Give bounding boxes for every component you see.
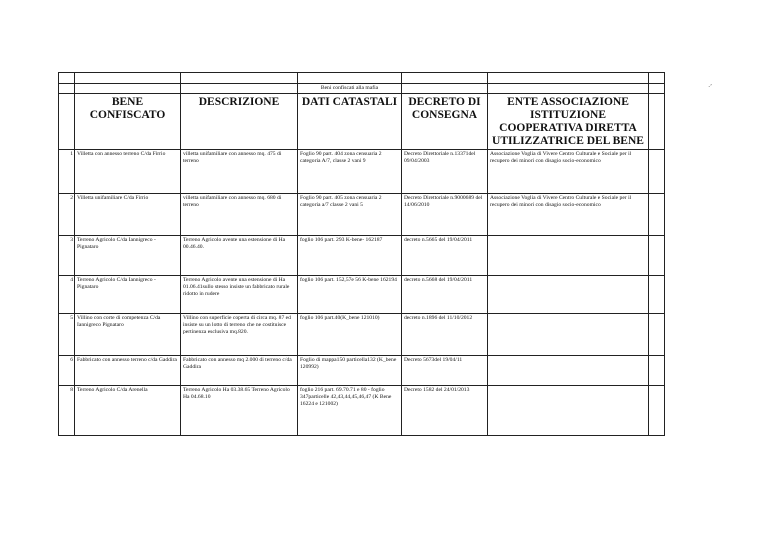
header-dati-catastali: DATI CATASTALI: [298, 94, 402, 150]
cell-decreto: Decreto 1582 del 24/01/2013: [402, 386, 488, 436]
cell-dati-catastali: Foglio 90 part. 405 zona censuaria 2 categoria a/7 classe 2 vani 5: [298, 194, 402, 236]
header-row: [59, 94, 665, 150]
cell-descrizione: Fabbricato con annesso mq 2.000 di terreno c/da Gaddira: [181, 356, 298, 386]
table-row: [59, 356, 665, 386]
cell-decreto: decreto n.5665 del 19/04/2011: [402, 236, 488, 276]
row-number: 4: [59, 276, 75, 314]
cell-ente: [488, 356, 649, 386]
stray-mark: ·′: [708, 83, 712, 91]
cell-descrizione: villetta unifamiliare con annesso mq. 680 di terreno: [181, 194, 298, 236]
caption-row: [59, 84, 665, 94]
cell-dati-catastali: foglio 106 part. 293 K-bene- 162187: [298, 236, 402, 276]
confiscated-goods-table: [58, 72, 665, 436]
cell-descrizione: villetta unifamiliare con annesso mq. 475 di terreno: [181, 150, 298, 194]
header-decreto-di-consegna: DECRETO DI CONSEGNA: [402, 94, 488, 150]
cell-dati-catastali: foglio 106 part. 152,57e 56 K-bene 162194: [298, 276, 402, 314]
cell-ente: [488, 386, 649, 436]
cell-decreto: Decreto Direttoriale n.9000689 del 14/06/2010: [402, 194, 488, 236]
cell-bene: Terreno Agricolo C/da Iannigreco - Pignataro: [75, 236, 181, 276]
cell-dati-catastali: Foglio di mappa150 particella132 (K_bene 120992): [298, 356, 402, 386]
cell-dati-catastali: foglio 216 part. 69.70.71 e 80 - foglio 347particelle 42,43,44,45,46,47 (K Bene 16224 e 121002): [298, 386, 402, 436]
header-descrizione: DESCRIZIONE: [181, 94, 298, 150]
cell-dati-catastali: foglio 106 part.40(K_bene 121010): [298, 314, 402, 356]
cell-bene: Terreno Agricolo C/da Arenella: [75, 386, 181, 436]
cell-descrizione: Terreno Agricolo avente una estensione di Ha 00.46.40.: [181, 236, 298, 276]
cell-decreto: decreto n.1896 del 11/10/2012: [402, 314, 488, 356]
table-row: [59, 386, 665, 436]
cell-ente: [488, 236, 649, 276]
cell-bene: Fabbricato con annesso terreno c/da Gaddira: [75, 356, 181, 386]
cell-descrizione: Villino con superficie coperta di circa mq. 87 ed insiste su un lotto di terreno che ne costituisce pertinenza esclusiva mq.820.: [181, 314, 298, 356]
cell-descrizione: Terreno Agricolo avente una estensione di Ha 01.06.41sullo stesso insiste un fabbricato rurale ridotto in rudere: [181, 276, 298, 314]
row-number: 8: [59, 386, 75, 436]
header-ente-associazione: ENTE ASSOCIAZIONE ISTITUZIONE COOPERATIVA DIRETTA UTILIZZATRICE DEL BENE: [488, 94, 649, 150]
cell-decreto: Decreto Direttoriale n.13371del 09/04/2003: [402, 150, 488, 194]
table-row: [59, 150, 665, 194]
row-number: 1: [59, 150, 75, 194]
cell-bene: Villetta con annesso terreno C/da Firrio: [75, 150, 181, 194]
row-number: 5: [59, 314, 75, 356]
blank-row-top: [59, 73, 665, 84]
cell-bene: Villetta unifamiliare C/da Firrio: [75, 194, 181, 236]
cell-ente: [488, 314, 649, 356]
row-number: 2: [59, 194, 75, 236]
header-bene-confiscato: BENE CONFISCATO: [75, 94, 181, 150]
table-row: [59, 276, 665, 314]
row-number: 3: [59, 236, 75, 276]
cell-descrizione: Terreno Agricolo Ha 03.38.65 Terreno Agricolo Ha 04.68.10: [181, 386, 298, 436]
cell-dati-catastali: Foglio 90 part. 404 zona censuaria 2 categoria A/7, classe 2 vani 9: [298, 150, 402, 194]
cell-bene: Villino con corte di competenza C/da Iannigreco Pignataro: [75, 314, 181, 356]
cell-ente: [488, 276, 649, 314]
row-number: 6: [59, 356, 75, 386]
table-row: [59, 236, 665, 276]
table-row: [59, 194, 665, 236]
table-caption: Beni confiscati alla mafia: [298, 84, 402, 94]
cell-ente: Associazione Voglia di Vivere Centro Culturale e Sociale per il recupero dei minori con disagio socio-economico: [488, 150, 649, 194]
table-row: [59, 314, 665, 356]
cell-ente: Associazione Voglia di Vivere Centro Culturale e Sociale per il recupero dei minori con disagio socio-economico: [488, 194, 649, 236]
cell-decreto: Decreto 5673del 19/04/11: [402, 356, 488, 386]
cell-decreto: decreto n.5668 del 19/04/2011: [402, 276, 488, 314]
cell-bene: Terreno Agricolo C/da Iannigreco - Pignataro: [75, 276, 181, 314]
